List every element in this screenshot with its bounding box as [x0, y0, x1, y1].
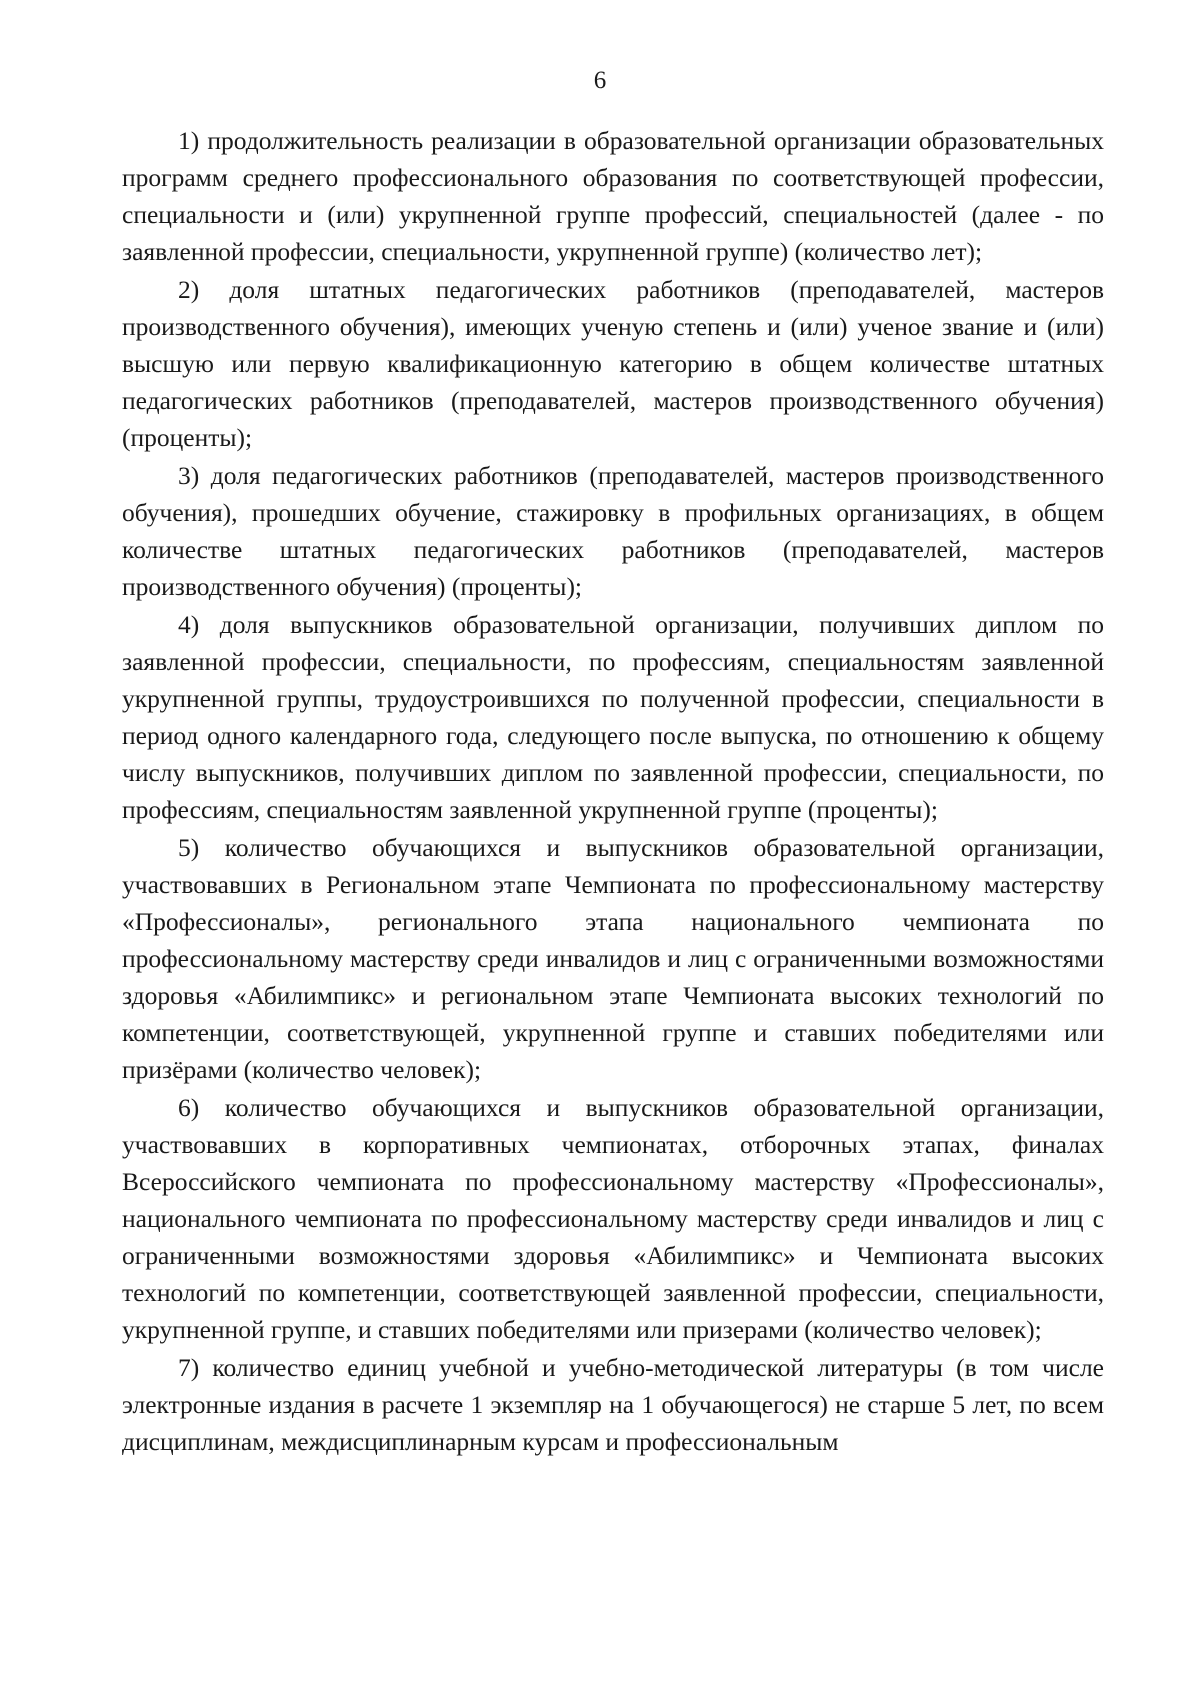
paragraph-5: 5) количество обучающихся и выпускников образовательной организации, участвовавших в Региональном этапе Чемпионата по профессиональному мастерству «Профессионалы», регионального этапа национального чемпионата по профессиональному мастерству среди инвалидов и лиц с ограниченными возможностями здоровья «Абилимпикс» и региональном этапе Чемпионата высоких технологий по компетенции, соответствующей, укрупненной группе и ставших победителями или призёрами (количество человек);	[122, 833, 1104, 1084]
document-body	[122, 122, 1104, 1461]
paragraph-3: 3) доля педагогических работников (преподавателей, мастеров производственного обучения), прошедших обучение, стажировку в профильных организациях, в общем количестве штатных педагогических работников (преподавателей, мастеров производственного обучения) (проценты);	[122, 461, 1104, 601]
paragraph-4: 4) доля выпускников образовательной организации, получивших диплом по заявленной профессии, специальности, по профессиям, специальностям заявленной укрупненной группы, трудоустроившихся по полученной профессии, специальности в период одного календарного года, следующего после выпуска, по отношению к общему числу выпускников, получивших диплом по заявленной профессии, специальности, по профессиям, специальностям заявленной укрупненной группе (проценты);	[122, 610, 1104, 824]
paragraph-7: 7) количество единиц учебной и учебно-методической литературы (в том числе электронные издания в расчете 1 экземпляр на 1 обучающегося) не старше 5 лет, по всем дисциплинам, междисциплинарным курсам и профессиональным	[122, 1353, 1104, 1456]
page-number: 6	[593, 67, 607, 94]
paragraph-1: 1) продолжительность реализации в образовательной организации образовательных программ среднего профессионального образования по соответствующей профессии, специальности и (или) укрупненной группе профессий, специальностей (далее - по заявленной профессии, специальности, укрупненной группе) (количество лет);	[122, 126, 1104, 266]
paragraph-6: 6) количество обучающихся и выпускников образовательной организации, участвовавших в корпоративных чемпионатах, отборочных этапах, финалах Всероссийского чемпионата по профессиональному мастерству «Профессионалы», национального чемпионата по профессиональному мастерству среди инвалидов и лиц с ограниченными возможностями здоровья «Абилимпикс» и Чемпионата высоких технологий по компетенции, соответствующей заявленной профессии, специальности, укрупненной группе, и ставших победителями или призерами (количество человек);	[122, 1093, 1104, 1344]
paragraph-2: 2) доля штатных педагогических работников (преподавателей, мастеров производственного обучения), имеющих ученую степень и (или) ученое звание и (или) высшую или первую квалификационную категорию в общем количестве штатных педагогических работников (преподавателей, мастеров производственного обучения) (проценты);	[122, 275, 1104, 452]
